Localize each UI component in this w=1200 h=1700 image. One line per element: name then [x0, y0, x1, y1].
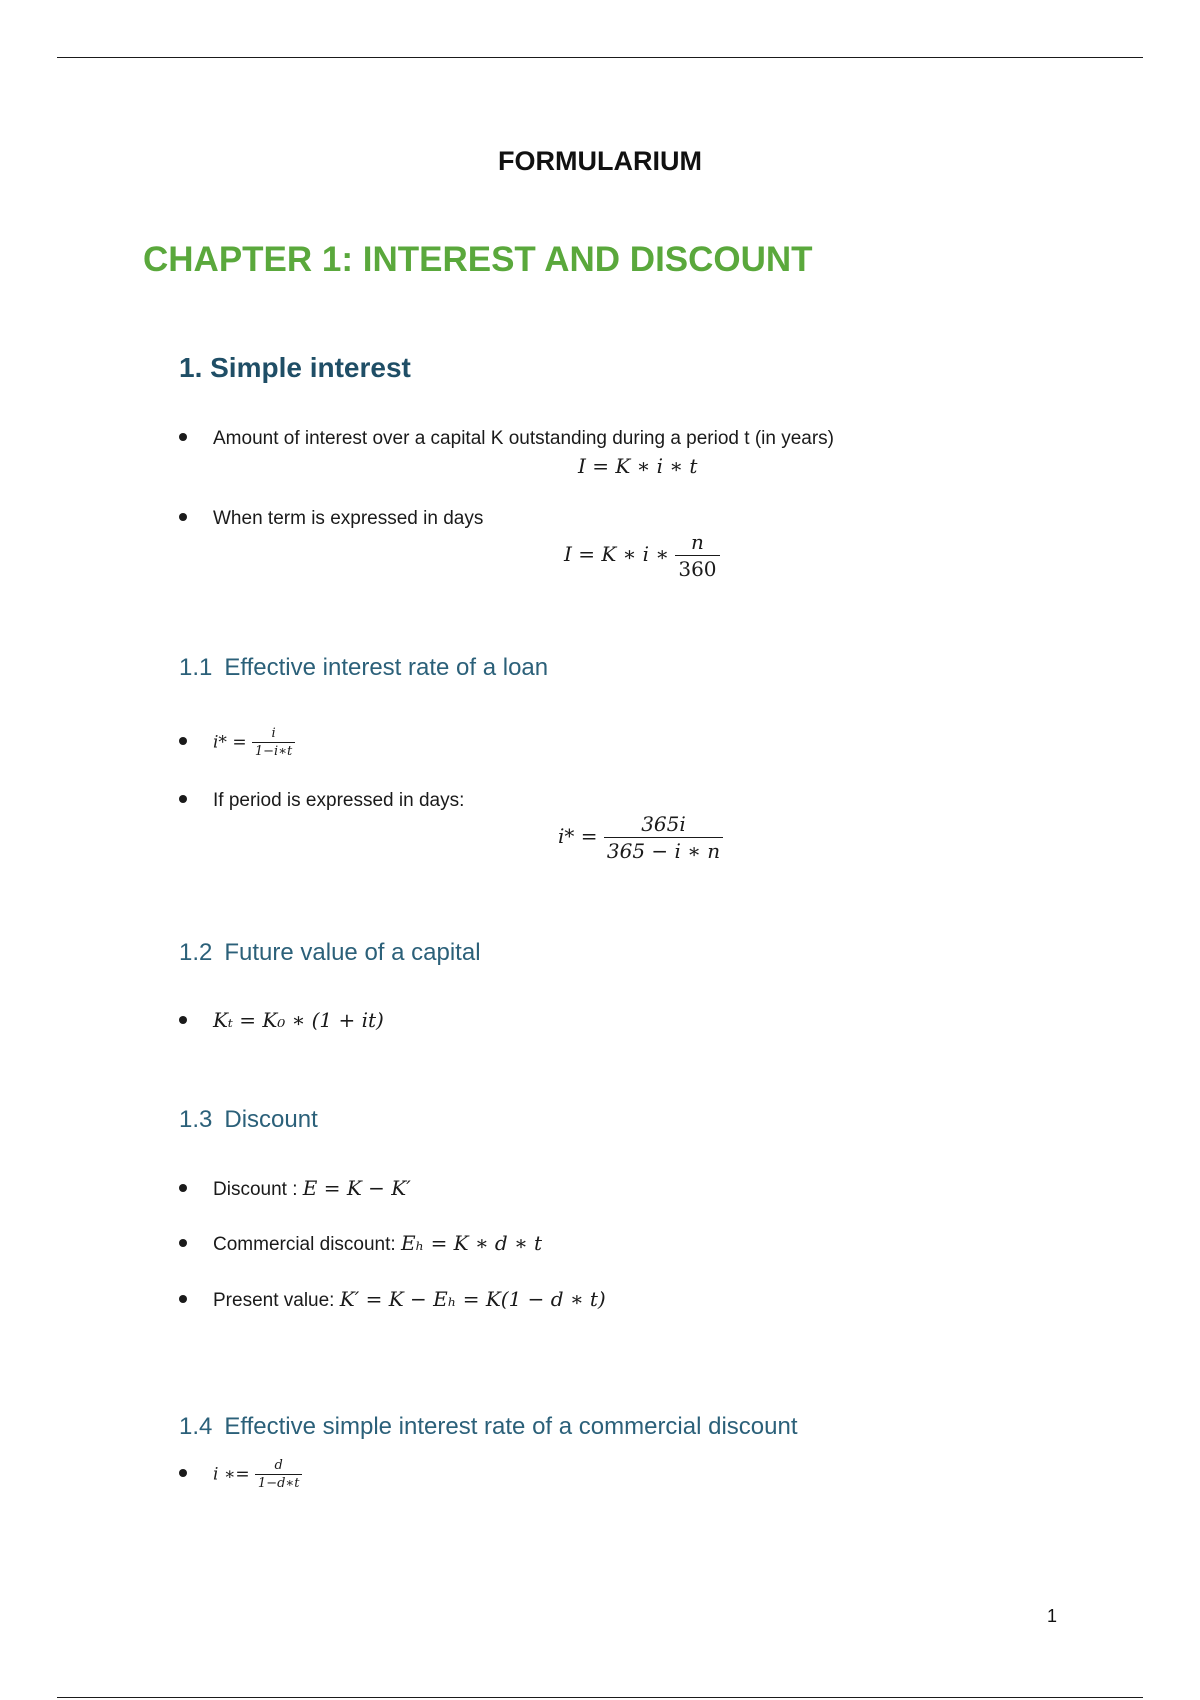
- section-title: Effective simple interest rate of a commercial discount: [224, 1413, 798, 1440]
- section-number: 1.1: [179, 654, 213, 681]
- fraction: [255, 1458, 303, 1491]
- bullet-text: When term is expressed in days: [213, 508, 484, 529]
- fraction: [252, 726, 295, 759]
- bullet-text: Amount of interest over a capital K outstanding during a period t (in years): [213, 428, 835, 449]
- bullet-term-in-days: [179, 508, 483, 530]
- bullet-discount: [179, 1176, 411, 1201]
- section-number: 1.4: [179, 1413, 213, 1440]
- section-number: 1.2: [179, 939, 213, 966]
- bullet-simple-interest-amount: [179, 428, 834, 450]
- formula: K′ = K − Eₕ = K(1 − d ∗ t): [339, 1287, 606, 1311]
- bullet-effective-rate-formula: [179, 726, 295, 759]
- fraction-numerator: d: [274, 1458, 283, 1473]
- section-title: Discount: [224, 1106, 318, 1133]
- fraction-denominator: 1−d∗t: [255, 1474, 303, 1491]
- section-heading-effective-rate-loan: [179, 654, 548, 682]
- bullet-dot: [179, 1184, 187, 1192]
- top-rule: [57, 57, 1143, 58]
- fraction-denominator: 1−i∗t: [252, 742, 295, 759]
- section-title: Future value of a capital: [224, 939, 481, 966]
- bullet-dot: [179, 1239, 187, 1247]
- section-number: 1.3: [179, 1106, 213, 1133]
- page-number: 1: [1046, 1606, 1057, 1626]
- bullet-commercial-discount: [179, 1231, 542, 1256]
- formula-lhs: i* =: [558, 824, 598, 848]
- formula-lhs: i* =: [213, 732, 247, 753]
- bullet-label: Discount :: [213, 1179, 303, 1200]
- bullet-dot: [179, 737, 187, 745]
- formula-interest-days: [564, 530, 720, 581]
- bullet-future-value-formula: [179, 1008, 384, 1033]
- bullet-effective-simple-rate-formula: [179, 1458, 302, 1491]
- bullet-text: If period is expressed in days:: [213, 790, 465, 811]
- fraction: [604, 812, 723, 863]
- document-title: FORMULARIUM: [498, 146, 702, 176]
- bottom-rule: [57, 1697, 1143, 1698]
- bullet-dot: [179, 795, 187, 803]
- formula-lhs: I = K ∗ i ∗: [564, 542, 669, 566]
- section-heading-future-value: [179, 939, 481, 967]
- fraction-denominator: 365 − i ∗ n: [604, 837, 723, 863]
- fraction-numerator: n: [690, 530, 704, 554]
- section-heading-effective-simple-rate: [179, 1413, 798, 1441]
- formula-lhs: i ∗=: [213, 1464, 250, 1485]
- bullet-label: Commercial discount:: [213, 1234, 401, 1255]
- bullet-dot: [179, 1295, 187, 1303]
- bullet-present-value: [179, 1287, 606, 1312]
- formula-simple-interest: I = K ∗ i ∗ t: [578, 454, 698, 478]
- bullet-dot: [179, 513, 187, 521]
- bullet-dot: [179, 1469, 187, 1477]
- bullet-label: Present value:: [213, 1290, 340, 1311]
- formula: Kₜ = K₀ ∗ (1 + it): [213, 1008, 384, 1032]
- fraction-numerator: 365i: [641, 812, 686, 836]
- fraction-denominator: 360: [675, 555, 719, 581]
- chapter-heading: CHAPTER 1: INTEREST AND DISCOUNT: [143, 240, 813, 279]
- fraction: [675, 530, 719, 581]
- bullet-dot: [179, 1016, 187, 1024]
- fraction-numerator: i: [271, 726, 276, 741]
- section-heading-discount: [179, 1106, 318, 1134]
- section-heading-simple-interest: 1. Simple interest: [179, 352, 411, 383]
- formula: E = K − K′: [302, 1176, 411, 1200]
- bullet-period-in-days: [179, 790, 464, 812]
- formula: Eₕ = K ∗ d ∗ t: [400, 1231, 543, 1255]
- section-title: Effective interest rate of a loan: [224, 654, 549, 681]
- formula-effective-rate-days: [558, 812, 723, 863]
- bullet-dot: [179, 433, 187, 441]
